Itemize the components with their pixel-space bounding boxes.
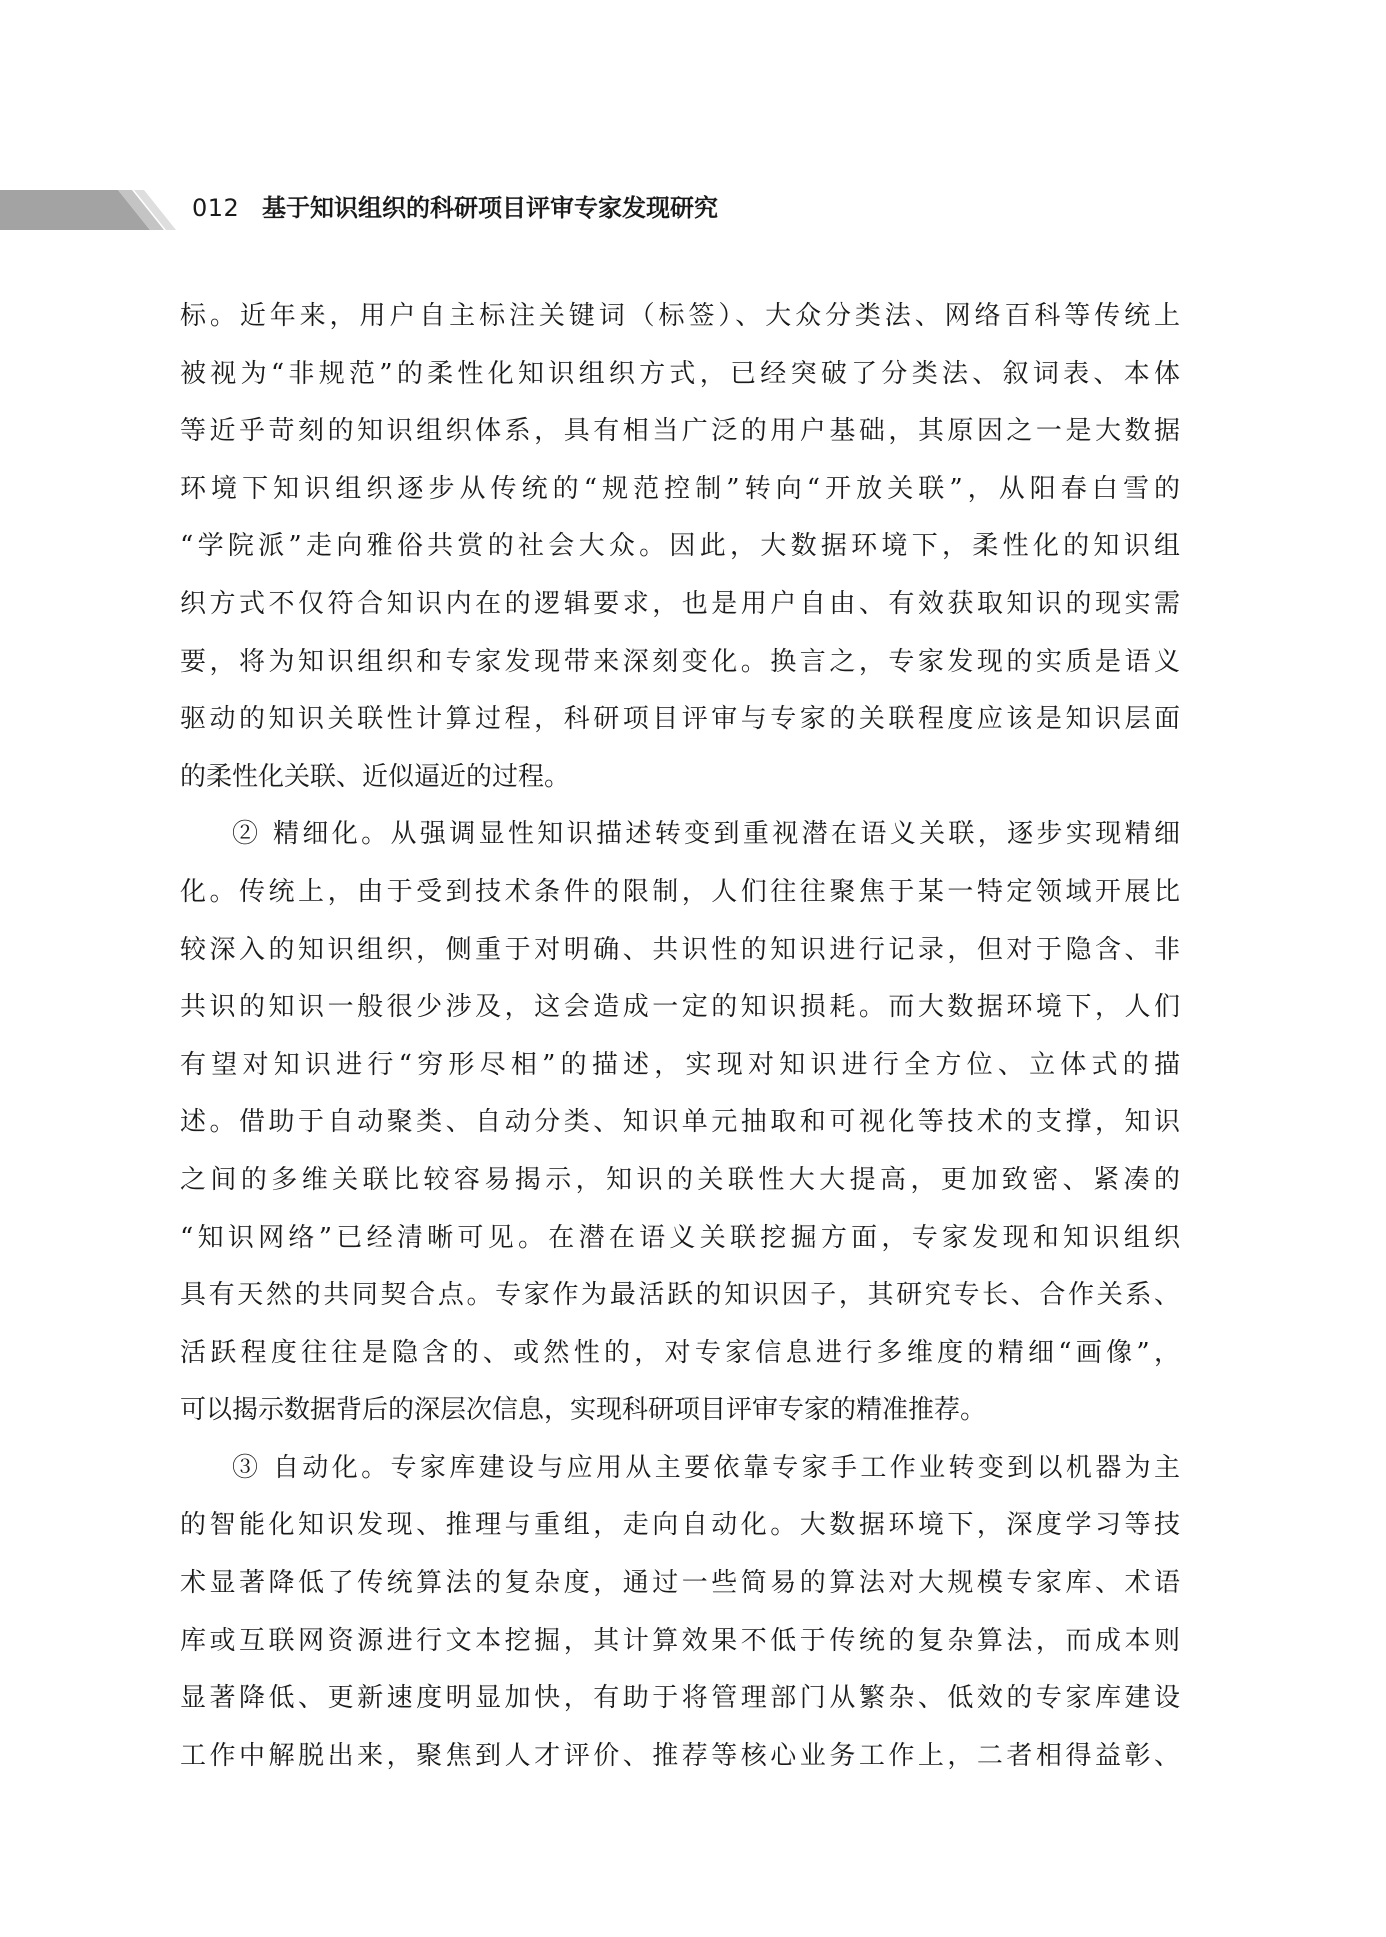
header-band-graphic [0,190,180,230]
running-title: 基于知识组织的科研项目评审专家发现研究 [262,194,718,222]
body-line: “学院派”走向雅俗共赏的社会大众。因此，大数据环境下，柔性化的知识组 [180,531,1180,562]
body-line: 等近乎苛刻的知识组织体系，具有相当广泛的用户基础，其原因之一是大数据 [180,416,1180,447]
body-line: 述。借助于自动聚类、自动分类、知识单元抽取和可视化等技术的支撑，知识 [180,1107,1180,1138]
page-number: 012 [192,194,240,222]
body-line: 共识的知识一般很少涉及，这会造成一定的知识损耗。而大数据环境下，人们 [180,992,1180,1023]
body-line: 的柔性化关联、近似逼近的过程。 [180,761,571,792]
body-line: 要，将为知识组织和专家发现带来深刻变化。换言之，专家发现的实质是语义 [180,646,1180,677]
body-line: 具有天然的共同契合点。专家作为最活跃的知识因子，其研究专长、合作关系、 [180,1280,1180,1311]
body-line: ② 精细化。从强调显性知识描述转变到重视潜在语义关联，逐步实现精细 [232,819,1180,850]
body-text [180,288,1180,1785]
body-line: 之间的多维关联比较容易揭示，知识的关联性大大提高，更加致密、紧凑的 [180,1164,1180,1195]
body-line: 较深入的知识组织，侧重于对明确、共识性的知识进行记录，但对于隐含、非 [180,934,1180,965]
body-line: 化。传统上，由于受到技术条件的限制，人们往往聚焦于某一特定领域开展比 [180,876,1180,907]
body-line: 术显著降低了传统算法的复杂度，通过一些简易的算法对大规模专家库、术语 [180,1568,1180,1599]
header-decorative-band [0,190,180,230]
body-line: 显著降低、更新速度明显加快，有助于将管理部门从繁杂、低效的专家库建设 [180,1683,1180,1714]
body-line: 可以揭示数据背后的深层次信息，实现科研项目评审专家的精准推荐。 [180,1395,987,1426]
body-line: 驱动的知识关联性计算过程，科研项目评审与专家的关联程度应该是知识层面 [180,704,1180,735]
body-line: 被视为“非规范”的柔性化知识组织方式，已经突破了分类法、叙词表、本体 [180,358,1180,389]
body-line: 有望对知识进行“穷形尽相”的描述，实现对知识进行全方位、立体式的描 [180,1049,1180,1080]
body-line: “知识网络”已经清晰可见。在潜在语义关联挖掘方面，专家发现和知识组织 [180,1222,1180,1253]
body-line: 织方式不仅符合知识内在的逻辑要求，也是用户自由、有效获取知识的现实需 [180,588,1180,619]
body-line: 库或互联网资源进行文本挖掘，其计算效果不低于传统的复杂算法，而成本则 [180,1625,1180,1656]
body-line: 工作中解脱出来，聚焦到人才评价、推荐等核心业务工作上，二者相得益彰、 [180,1740,1180,1771]
body-line: 的智能化知识发现、推理与重组，走向自动化。大数据环境下，深度学习等技 [180,1510,1180,1541]
body-line: 环境下知识组织逐步从传统的“规范控制”转向“开放关联”，从阳春白雪的 [180,473,1180,504]
body-line: 标。近年来，用户自主标注关键词（标签）、大众分类法、网络百科等传统上 [180,301,1180,331]
body-line: ③ 自动化。专家库建设与应用从主要依靠专家手工作业转变到以机器为主 [232,1452,1180,1483]
body-line: 活跃程度往往是隐含的、或然性的，对专家信息进行多维度的精细“画像”， [180,1337,1180,1368]
